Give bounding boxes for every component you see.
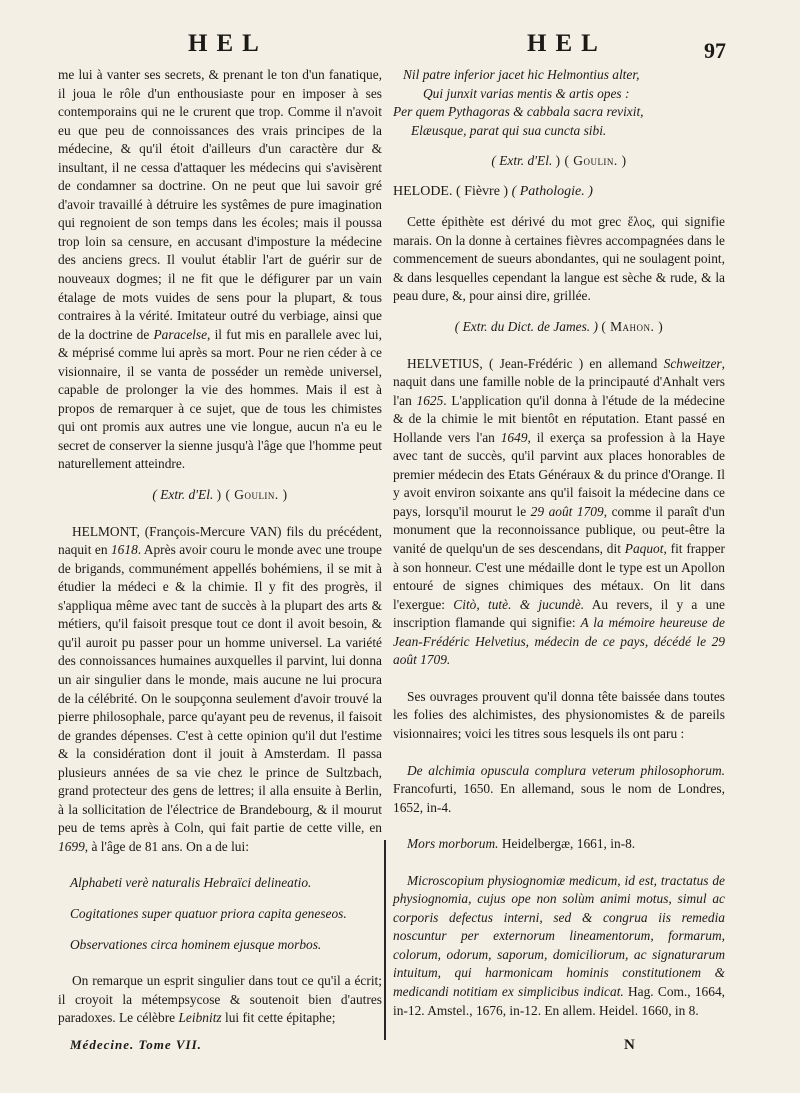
work-entry: De alchimia opuscula complura veterum philosophorum. Francofurti, 1650. En allemand, sous le nom de Londres, 1652, in-4. [393, 762, 725, 815]
signature-mark: N [624, 1037, 635, 1053]
helode-text: Cette épithète est dérivé du mot grec ἕλος, qui signifie marais. On la donne à certaines fièvres accompagnées dans le commencement de sueurs abondantes, qui ne soulagent point, & dans lesquelles cependant la langue est sèche & rude, & la peau dure, &, pour ainsi dire, grillée. [393, 214, 725, 304]
epitaph-line: Per quem Pythagoras & cabbala sacra revixit, [393, 104, 644, 120]
running-head-right: HEL [527, 30, 607, 57]
right-column [393, 66, 725, 1020]
page-number: 97 [704, 38, 726, 63]
paracelse-paragraph: me lui à vanter ses secrets, & prenant le ton d'un fanatique, il joua le rôle d'un enthousiaste pour en imposer à ses contemporains qui ne le crurent que trop. Comme il n'avoit eu que peu de connoissances des vrais principes de la médecine, & qu'il étoit d'ailleurs d'un caractère dur & insultant, il ne cessa d'attaquer les médecins qui s'avisèrent de condamner sa doctrine. On ne peut que lui savoir gré d'avoir travaillé à détruire les systêmes de pure imagination qui regnoient de son temps dans les écoles; mais il poussa trop loin sa censure, en accusant d'imposture la médecine des anciens grecs. Il voulut établir l'art de guérir sur de nouveaux dogmes; il ne fit que le défigurer par un vain étalage de mots vuides de sens pour la plupart, & tous contraires à la vérité. Imitateur outré du verbiage, ainsi que de la doctrine de Paracelse, il fut mis en parallele avec lui, & méprisé comme lui après sa mort. Pour ne rien céder à ce visionnaire, il se vanta de posséder un remède universel, capable de prolonger la vie des hommes. Mais il est à propos de remarquer à ce sujet, que de tous les chimistes qui ont promis aux autres une vie longue, aucun n'a eu le secret de conserver la sienne jusqu'à l'âge que l'homme peut naturellement atteindre. [58, 67, 382, 472]
work-entry: Mors morborum. Heidelbergæ, 1661, in-8. [407, 836, 636, 852]
running-head-left: HEL [188, 30, 268, 57]
epitaph-line: Nil patre inferior jacet hic Helmontius alter, [403, 67, 640, 82]
source-citation: ( Extr. d'El. ) ( Goulin. ) [491, 153, 627, 169]
work-title: Observationes circa hominem ejusque morbos. [70, 936, 322, 952]
works-intro: Ses ouvrages prouvent qu'il donna tête baissée dans toutes les folies des alchimistes, des physionomistes & de pareils visionnaires; voici les titres sous lesquels ils ont paru : [393, 688, 725, 741]
helmont-entry: HELMONT, (François-Mercure VAN) fils du précédent, naquit en 1618. Après avoir couru le monde avec une troupe de brigands, communément appellés bohémiens, il se mit à étudier la médeci e & la chimie. Il y fit des progrès, il s'appliqua même avec tant de succès à la plupart des arts & métiers, qu'il faisoit presque tout ce dont il avoit besoin, & qu'il auroit pu passer pour un homme universel. La variété des connoissances humaines auxquelles il parvint, lui donna un air singulier dans le monde, mais aucune ne lui procura de la célébrité. On le soupçonna seulement d'avoir trouvé la pierre philosophale, parce qu'ayant peu de revenus, il faisoit de grandes dépenses. C'est à cette opinion qu'il dut l'estime & la considération dont il jouit à Amsterdam. Il passa plusieurs années de sa vie chez le prince de Sultzbach, grand protecteur des gens de lettres; il alla ensuite à Berlin, à la sollicitation de l'électrice de Brandebourg, & il mourut peu de tems après à Coln, qui fait partie de cette ville, en 1699, à l'âge de 81 ans. On a de lui: [58, 523, 382, 854]
leibnitz-paragraph: On remarque un esprit singulier dans tout ce qu'il a écrit; il croyoit la métempsycose & soutenoit bien d'autres paradoxes. Le célèbre Leibnitz lui fit cette épitaphe; [58, 973, 382, 1026]
work-entry: Microscopium physiognomiæ medicum, id est, tractatus de physiognomia, cujus ope non solùm animi motus, simul ac corporis defectus interni, sed & congrua iis remedia noscuntur per externorum lineamentorum, formarum, colorum, odorum, saporum, domiciliorum, ac signaturarum intuitum, qui harmonicam hominis constitutionem & medicandi notitiam ex simplicibus indicat. Hag. Com., 1664, in-12. Amstel., 1676, in-12. En allem. Heidel. 1660, in 8. [393, 872, 725, 1018]
epitaph-line: Qui junxit varias mentis & artis opes : [423, 85, 630, 101]
helvetius-entry: HELVETIUS, ( Jean-Frédéric ) en allemand Schweitzer, naquit dans une famille noble de la principauté d'Anhalt vers l'an 1625. L'application qu'il donna à l'étude de la médecine & de la chimie le mit bientôt en réputation. Etant passé en Hollande vers l'an 1649, il exerça sa profession à la Haye avec tant de succès, qu'il parvint aux places honorables de premier médecin des Etats Généraux & du prince d'Orange. Il y avoit environ soixante ans qu'il faisoit la médecine dans ce pays, lorsqu'il mourut le 29 août 1709, comme il paraît d'un monument que la reconnoissance publique, ou peut-être la vanité de quelqu'un de ses descendans, dit Paquot, fit frapper à son honneur. C'est une médaille dont le type est un Apollon entouré de signes chimiques des métaux. On lit dans l'exergue: Citò, tutè. & jucundè. Au revers, il y a une inscription flamande qui signifie: A la mémoire heureuse de Jean-Frédéric Helvetius, médecin de ce pays, décédé le 29 août 1709. [393, 355, 725, 668]
source-citation: ( Extr. du Dict. de James. ) ( Mahon. ) [454, 319, 664, 335]
source-citation: ( Extr. d'El. ) ( Goulin. ) [152, 487, 288, 503]
epitaph-line: Elæusque, parat qui sua cuncta sibi. [411, 122, 607, 138]
signature-line: Médecine. Tome VII. [70, 1037, 202, 1052]
work-title: Cogitationes super quatuor priora capita geneseos. [70, 905, 347, 921]
left-column [58, 66, 382, 1028]
work-title: Alphabeti verè naturalis Hebraïci delineatio. [70, 875, 312, 891]
helode-heading: HELODE. ( Fièvre ) ( Pathologie. ) [393, 183, 593, 199]
column-rule [384, 840, 386, 1040]
